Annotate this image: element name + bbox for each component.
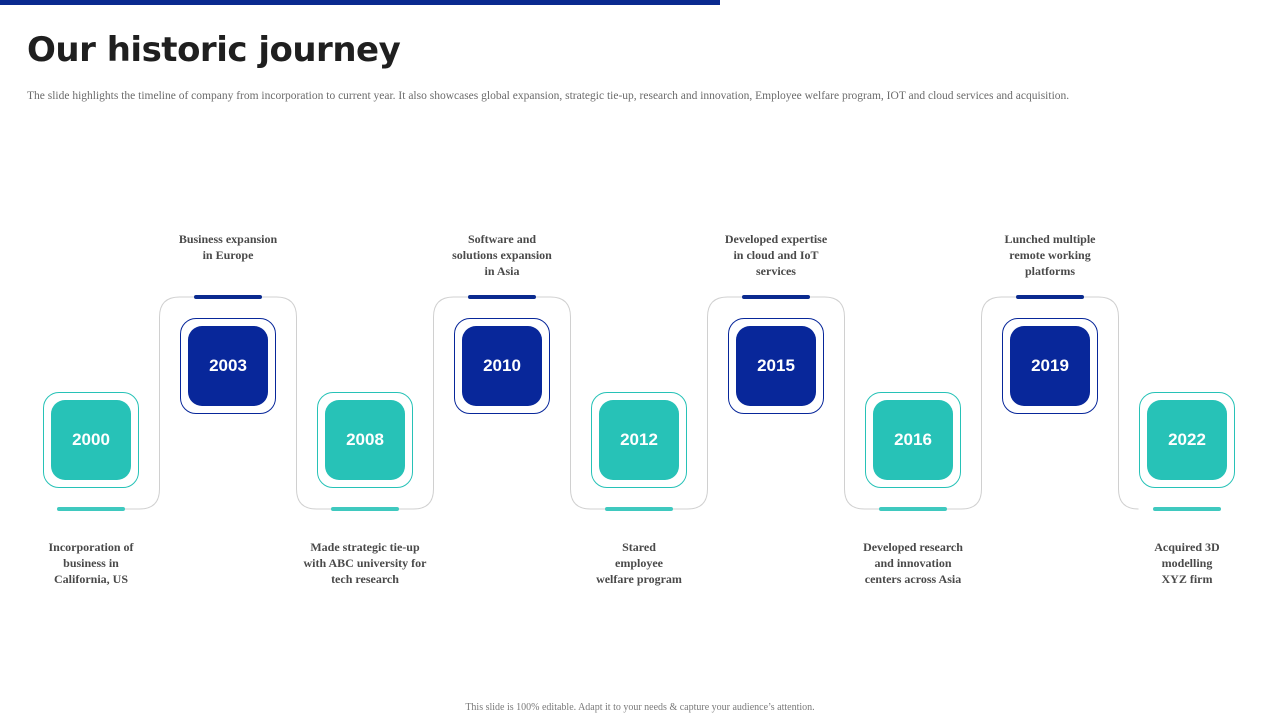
- year-label: 2010: [483, 356, 521, 375]
- milestone-caption-2008: Made strategic tie-up with ABC university for tech research: [303, 540, 427, 586]
- page-title: Our historic journey: [27, 30, 401, 70]
- year-label: 2015: [757, 356, 795, 375]
- milestone-accent: [1153, 507, 1221, 511]
- milestone-accent: [194, 295, 262, 299]
- year-box-2022: [1147, 400, 1227, 480]
- year-label: 2019: [1031, 356, 1069, 375]
- milestone-accent: [57, 507, 125, 511]
- year-box-2012: [599, 400, 679, 480]
- milestone-accent: [879, 507, 947, 511]
- footer-note: This slide is 100% editable. Adapt it to your needs & capture your audience’s attention.: [465, 702, 815, 713]
- year-box-2003: [188, 326, 268, 406]
- milestone-accent: [331, 507, 399, 511]
- milestone-accent: [1016, 295, 1084, 299]
- milestone-caption-2010: Software and solutions expansion in Asia: [452, 232, 552, 278]
- year-box-2008: [325, 400, 405, 480]
- year-box-2010: [462, 326, 542, 406]
- year-label: 2012: [620, 430, 658, 449]
- milestone-caption-2016: Developed research and innovation centers across Asia: [863, 540, 963, 586]
- year-label: 2016: [894, 430, 932, 449]
- milestone-caption-2015: Developed expertise in cloud and IoT services: [724, 232, 828, 278]
- milestone-accent: [742, 295, 810, 299]
- year-label: 2022: [1168, 430, 1206, 449]
- year-label: 2008: [346, 430, 384, 449]
- milestone-accent: [605, 507, 673, 511]
- year-label: 2003: [209, 356, 247, 375]
- page-subtitle: The slide highlights the timeline of company from incorporation to current year. It also showcases global expansion, strategic tie-up, research and innovation, Employee welfare program, IOT and cloud services and acquisition.: [27, 90, 1070, 102]
- milestone-caption-2003: Business expansion in Europe: [178, 232, 278, 262]
- milestone-caption-2000: Incorporation of business in California, US: [48, 540, 134, 586]
- year-box-2000: [51, 400, 131, 480]
- milestone-caption-2019: Lunched multiple remote working platforms: [1004, 232, 1096, 278]
- year-label: 2000: [72, 430, 110, 449]
- milestone-caption-2022: Acquired 3D modelling XYZ firm: [1154, 540, 1220, 586]
- milestone-caption-2012: Stared employee welfare program: [596, 540, 682, 586]
- year-box-2015: [736, 326, 816, 406]
- milestone-accent: [468, 295, 536, 299]
- year-box-2019: [1010, 326, 1090, 406]
- year-box-2016: [873, 400, 953, 480]
